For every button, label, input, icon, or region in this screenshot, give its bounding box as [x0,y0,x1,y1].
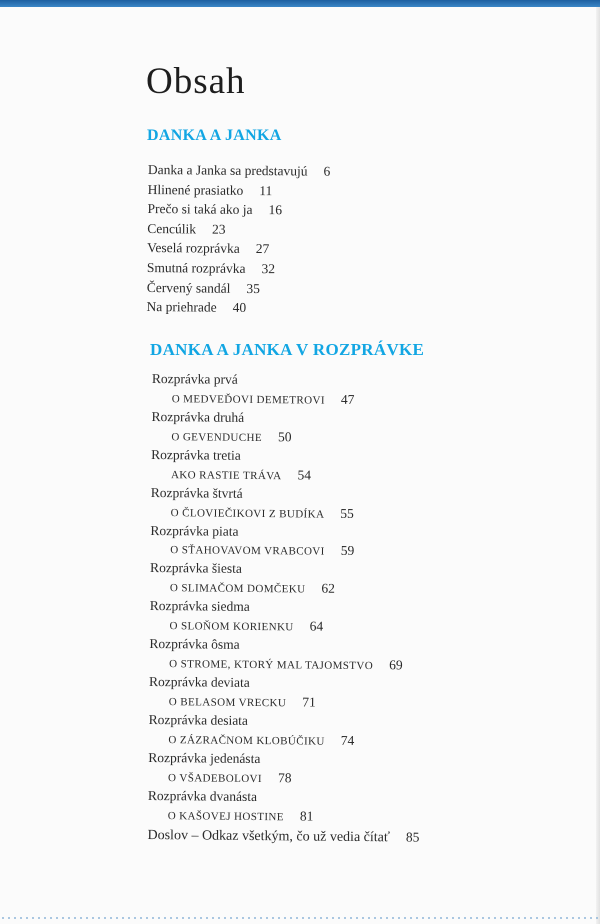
toc-entry[interactable] [149,692,421,714]
toc-entry[interactable] [151,503,423,525]
toc-entry-title: Na priehrade [146,299,217,315]
toc-list-section-2 [147,370,423,847]
toc-entry-page: 27 [255,241,270,257]
toc-entry-page: 54 [297,467,312,483]
story-title: O ZÁZRAČNOM KLOBÚČIKU [168,733,325,748]
toc-entry-page: 81 [299,808,314,824]
toc-entry-page: 64 [309,618,324,634]
story-heading: Rozprávka štvrtá [150,484,243,501]
toc-entry[interactable] [148,730,420,752]
toc-entry[interactable] [149,616,421,638]
story-heading: Rozprávka šiesta [150,560,243,577]
toc-entry-page: 78 [277,769,292,786]
story-title: O BELASOM VRECKU [168,696,287,710]
story-title: O GEVENDUCHE [171,431,263,444]
toc-entry-page: 35 [246,280,260,296]
story-title: O MEDVEĎOVI DEMETROVI [171,393,325,407]
story-title: AKO RASTIE TRÁVA [170,468,282,482]
section-title-danka-a-janka-v-rozpravke: DANKA A JANKA V ROZPRÁVKE [150,340,425,359]
toc-entry-title: Danka a Janka sa predstavujú [147,161,308,179]
afterword-title: Doslov – Odkaz všetkým, čo už vedia čítať [147,827,390,845]
toc-entry[interactable] [151,465,423,487]
toc-entry-page: 32 [261,261,276,277]
toc-entry-page: 47 [340,391,355,407]
toc-entry[interactable] [147,199,330,220]
page-edge [596,7,600,924]
toc-entry[interactable] [150,578,422,600]
story-title: O KAŠOVEJ HOSTINE [167,809,284,823]
toc-entry-page: 71 [302,694,316,710]
toc-entry-page: 6 [323,163,331,179]
toc-entry[interactable] [149,654,421,676]
section-title-danka-a-janka: DANKA A JANKA [147,127,282,144]
toc-entry-page: 16 [268,202,283,218]
story-heading: Rozprávka prvá [151,370,238,387]
story-title: O VŠADEBOLOVI [168,771,263,785]
story-heading: Rozprávka siedma [149,598,250,615]
toc-entry[interactable] [150,540,422,562]
toc-entry[interactable] [148,160,331,181]
story-title: O STROME, KTORÝ MAL TAJOMSTVO [169,658,374,673]
toc-entry-title: Veselá rozprávka [147,240,240,257]
toc-entry-page: 85 [405,828,420,845]
toc-entry-page: 23 [212,221,226,237]
toc-entry[interactable] [148,768,420,790]
toc-entry[interactable] [147,258,330,279]
toc-entry[interactable] [151,427,423,449]
toc-entry[interactable] [148,180,331,201]
toc-entry-title: Prečo si taká ako ja [147,201,253,218]
toc-entry[interactable] [148,806,420,828]
story-heading: Rozprávka druhá [151,408,245,425]
story-title: O ČLOVIEČIKOVI Z BUDÍKA [170,506,325,521]
toc-entry[interactable] [152,389,424,411]
story-heading: Rozprávka piata [150,522,239,539]
top-border [0,0,600,7]
toc-entry-page: 11 [259,182,273,198]
toc-entry[interactable] [146,297,329,318]
story-title: O SŤAHOVAVOM VRABCOVI [170,544,325,559]
toc-entry-title: Smutná rozprávka [146,259,246,276]
toc-entry-title: Cencúlik [147,220,197,237]
toc-entry-page: 59 [340,543,355,559]
toc-entry-page: 40 [232,299,247,316]
story-heading: Rozprávka deviata [148,673,250,690]
page-title: Obsah [146,61,246,102]
toc-entry[interactable] [147,238,330,259]
toc-entry-title: Hlinené prasiatko [147,181,244,198]
toc-entry-title: Červený sandál [146,279,231,296]
story-heading: Rozprávka desiata [148,711,249,728]
story-heading: Rozprávka tretia [151,446,241,463]
story-title: O SLIMAČOM DOMČEKU [169,582,306,596]
story-heading: Rozprávka dvanásta [147,787,258,804]
toc-entry[interactable] [147,278,330,299]
toc-entry-afterword[interactable] [147,824,419,847]
toc-entry-page: 55 [340,505,354,521]
toc-entry-page: 69 [389,657,403,673]
toc-entry-page: 50 [277,429,292,445]
story-heading: Rozprávka ôsma [149,636,240,652]
toc-entry-page: 74 [340,732,355,748]
toc-list-section-1 [146,160,330,318]
toc-entry[interactable] [147,219,330,240]
toc-entry-page: 62 [321,580,336,597]
bottom-dotted-border [0,917,600,919]
story-heading: Rozprávka jedenásta [148,749,261,766]
story-title: O SLOŇOM KORIENKU [169,620,294,634]
